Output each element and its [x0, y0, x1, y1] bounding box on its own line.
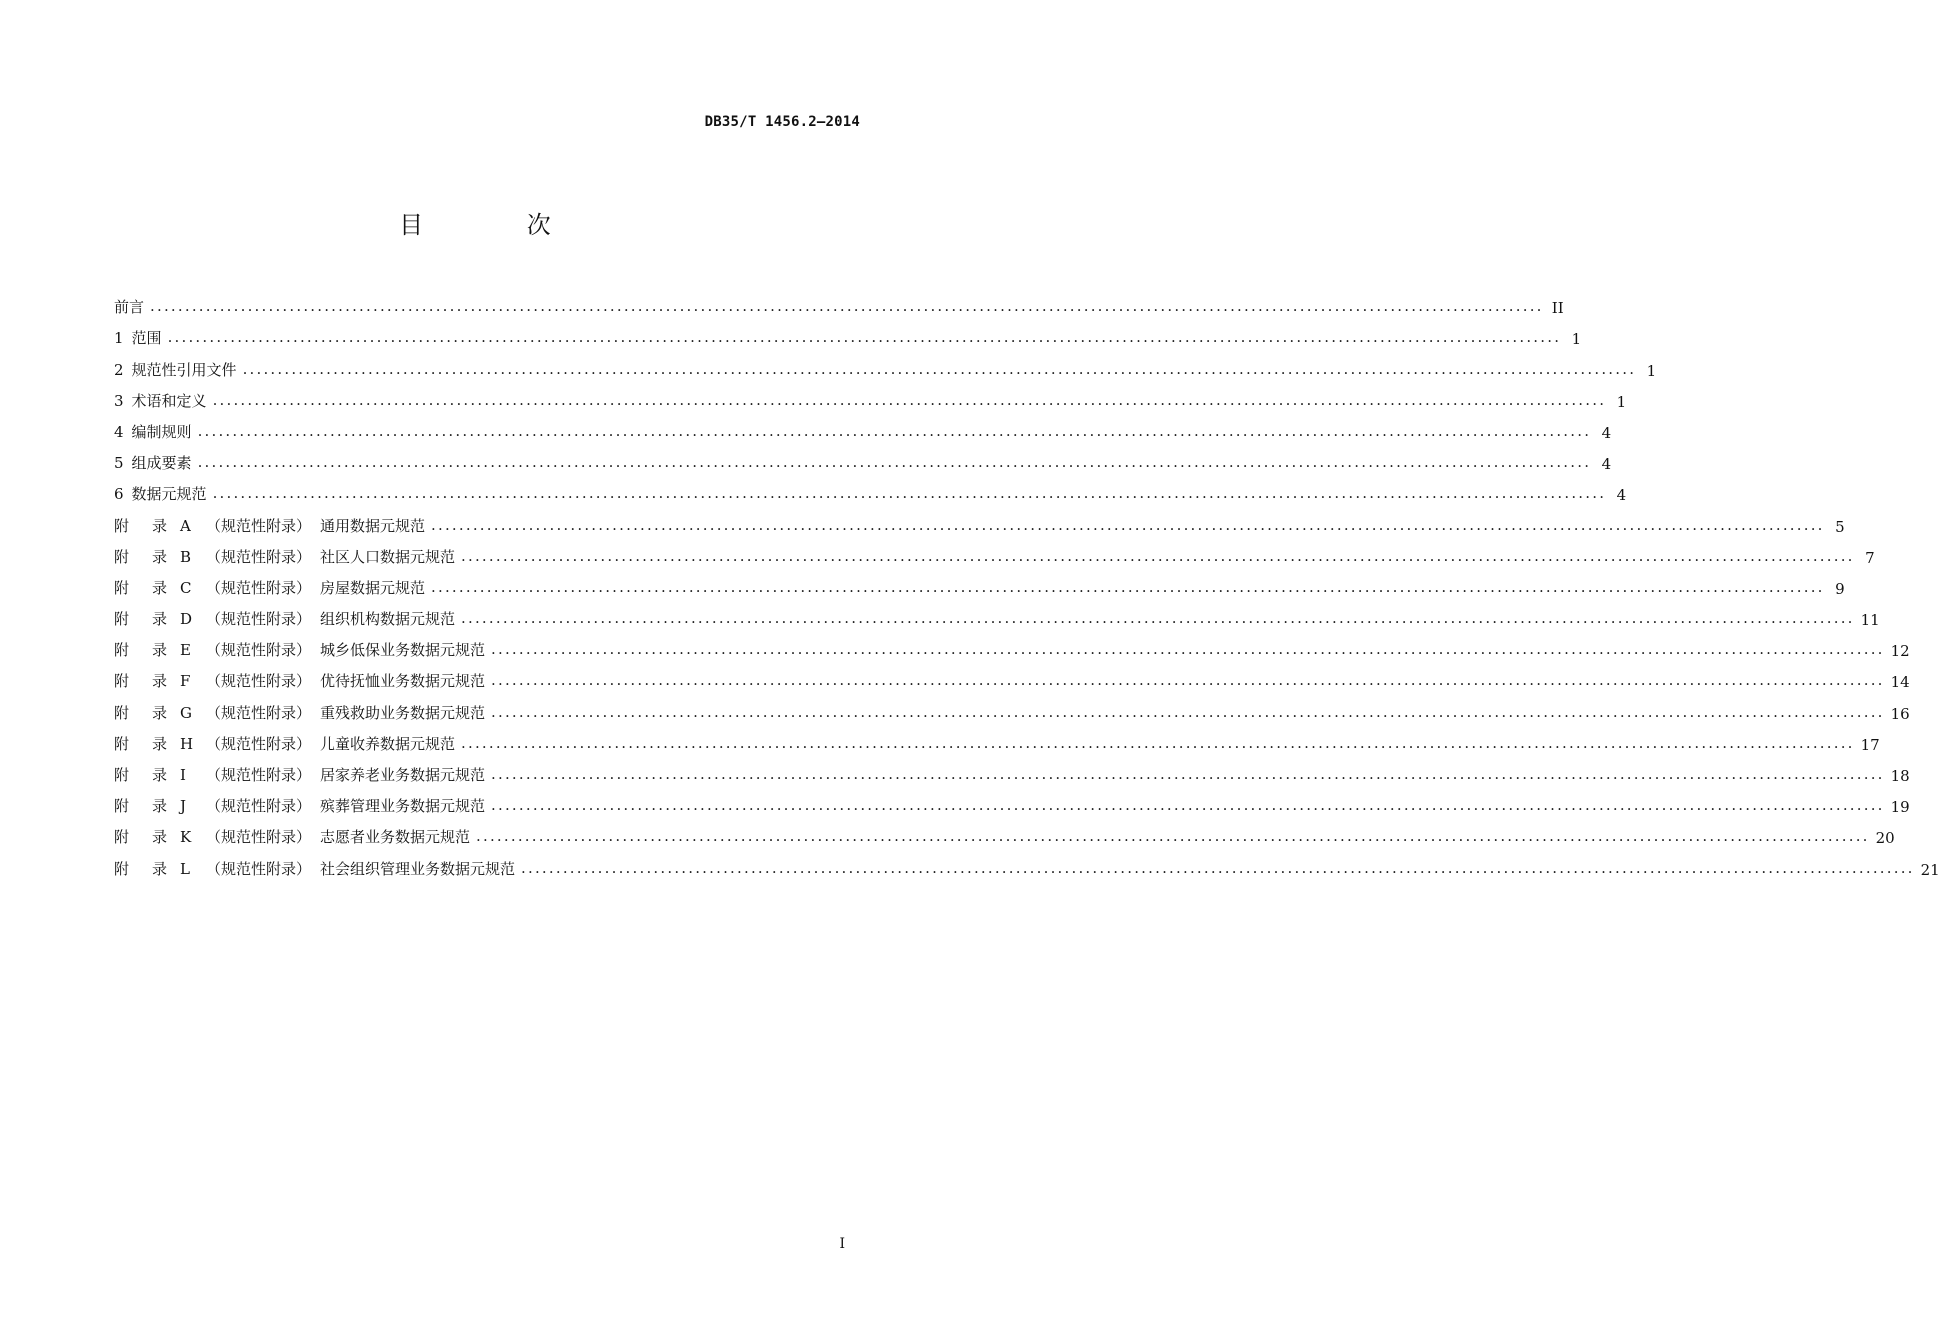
toc-entry-label: 6 数据元规范 [114, 485, 207, 504]
toc-appendix-entry[interactable] [114, 847, 1940, 879]
toc-entry-page: 1 [1616, 392, 1627, 411]
toc-entry-label: 2 规范性引用文件 [114, 360, 237, 379]
dot-leader: ........................................................................................................................................................................................................ [167, 328, 1562, 347]
toc-entry-page: 16 [1890, 704, 1910, 723]
dot-leader: ........................................................................................................................................................................................................ [491, 765, 1885, 783]
appendix-type: （规范性附录） [206, 766, 312, 784]
appendix-type: （规范性附录） [206, 734, 312, 753]
toc-entry-label: 附 录 I （规范性附录） 居家养老业务数据元规范 [114, 766, 486, 784]
dot-leader: ........................................................................................................................................................................................................ [197, 421, 1592, 440]
dot-leader: ........................................................................................................................................................................................................ [491, 671, 1885, 690]
appendix-type: （规范性附录） [206, 516, 312, 535]
dot-leader: ........................................................................................................................................................................................................ [212, 390, 1607, 409]
toc-entry-number: 6 [114, 485, 124, 504]
toc-entry[interactable] [114, 348, 1657, 380]
toc-entry-label: 附 录 H （规范性附录） 儿童收养数据元规范 [114, 734, 456, 753]
toc-entry-number: 4 [114, 422, 124, 441]
appendix-letter: B [180, 547, 192, 566]
dot-leader: ........................................................................................................................................................................................................ [491, 796, 1885, 815]
dot-leader: ........................................................................................................................................................................................................ [491, 702, 1885, 721]
toc-entry-label: 5 组成要素 [114, 454, 192, 473]
standard-code: DB35/T 1456.2—2014 [704, 114, 860, 130]
dot-leader: ........................................................................................................................................................................................................ [431, 515, 1825, 534]
toc-entry-label: 附 录 L （规范性附录） 社会组织管理业务数据元规范 [114, 859, 516, 878]
appendix-title: 优待抚恤业务数据元规范 [320, 672, 486, 691]
toc-entry-number: 5 [114, 454, 124, 473]
appendix-title: 组织机构数据元规范 [320, 610, 456, 629]
dot-leader: ........................................................................................................................................................................................................ [476, 827, 1870, 846]
dot-leader: ........................................................................................................................................................................................................ [242, 359, 1637, 378]
toc-entry-page: 7 [1865, 548, 1875, 567]
toc-entry-page: 18 [1890, 767, 1910, 785]
toc-entry[interactable] [114, 317, 1582, 349]
toc-appendix-entry[interactable] [114, 567, 1845, 598]
toc-entry-page: 1 [1571, 330, 1582, 349]
toc-entry-number: 2 [114, 360, 124, 379]
toc-entry[interactable] [114, 442, 1612, 474]
toc-entry-number: 3 [114, 391, 124, 410]
toc-entry-label: 4 编制规则 [114, 422, 192, 441]
toc-entry-page: 4 [1601, 423, 1612, 442]
dot-leader: ........................................................................................................................................................................................................ [431, 577, 1825, 596]
appendix-type: （规范性附录） [206, 578, 312, 597]
toc-entry-page: 21 [1920, 860, 1940, 879]
appendix-title: 儿童收养数据元规范 [320, 734, 456, 753]
toc-entry-page: 4 [1601, 455, 1612, 474]
page-title: 目 次 [399, 211, 599, 239]
appendix-title: 居家养老业务数据元规范 [320, 766, 486, 784]
appendix-type: （规范性附录） [206, 641, 312, 660]
appendix-letter: F [180, 672, 191, 691]
appendix-letter: L [180, 859, 190, 878]
toc-entry-page: 14 [1890, 673, 1910, 692]
toc-entry-page: 5 [1835, 517, 1845, 536]
appendix-letter: I [180, 766, 186, 784]
appendix-title: 重残救助业务数据元规范 [320, 703, 486, 722]
appendix-title: 城乡低保业务数据元规范 [320, 641, 486, 660]
toc-entry-label: 3 术语和定义 [114, 391, 207, 410]
toc-appendix-entry[interactable] [114, 816, 1895, 848]
toc-appendix-entry[interactable] [114, 504, 1845, 536]
toc-appendix-entry[interactable] [114, 660, 1910, 692]
toc-appendix-entry[interactable] [114, 785, 1910, 817]
appendix-letter: K [180, 828, 192, 847]
toc-entry-page: 1 [1646, 361, 1657, 380]
appendix-title: 房屋数据元规范 [320, 578, 426, 597]
toc-entry[interactable] [114, 380, 1627, 411]
appendix-letter: J [180, 797, 187, 816]
appendix-letter: C [180, 578, 192, 597]
toc-entry-label: 附 录 F （规范性附录） 优待抚恤业务数据元规范 [114, 672, 486, 691]
appendix-letter: A [180, 516, 191, 535]
toc-entry-label: 附 录 A （规范性附录） 通用数据元规范 [114, 516, 426, 535]
toc-entry-page: 12 [1890, 642, 1910, 661]
page-number: I [839, 1236, 845, 1252]
dot-leader: ........................................................................................................................................................................................................ [150, 297, 1544, 316]
toc-appendix-entry[interactable] [114, 536, 1875, 567]
appendix-letter: H [180, 734, 194, 753]
table-of-contents [114, 286, 1940, 879]
appendix-title: 社区人口数据元规范 [320, 547, 456, 566]
toc-entry-label: 附 录 D （规范性附录） 组织机构数据元规范 [114, 610, 456, 629]
toc-entry-label: 1 范围 [114, 329, 162, 348]
appendix-type: （规范性附录） [206, 859, 312, 878]
toc-entry-label: 附 录 G （规范性附录） 重残救助业务数据元规范 [114, 703, 486, 722]
toc-entry-page: 20 [1875, 829, 1895, 848]
toc-entry-page: 4 [1616, 486, 1627, 505]
appendix-type: （规范性附录） [206, 610, 312, 629]
appendix-type: （规范性附录） [206, 828, 312, 847]
toc-entry-label: 前言 [114, 298, 145, 317]
dot-leader: ........................................................................................................................................................................................................ [461, 609, 1855, 628]
appendix-type: （规范性附录） [206, 703, 312, 722]
toc-entry-label: 附 录 K （规范性附录） 志愿者业务数据元规范 [114, 828, 471, 847]
toc-entry-number: 1 [114, 329, 124, 348]
appendix-letter: D [180, 610, 193, 629]
appendix-type: （规范性附录） [206, 797, 312, 816]
toc-entry-page: 19 [1890, 798, 1910, 817]
toc-entry[interactable] [114, 411, 1612, 442]
appendix-title: 通用数据元规范 [320, 516, 426, 535]
toc-entry-page: 17 [1860, 735, 1880, 754]
toc-entry-label: 附 录 C （规范性附录） 房屋数据元规范 [114, 578, 426, 597]
toc-entry-page: II [1551, 299, 1564, 318]
appendix-title: 殡葬管理业务数据元规范 [320, 797, 486, 816]
appendix-letter: G [180, 703, 192, 722]
toc-appendix-entry[interactable] [114, 754, 1910, 785]
dot-leader: ........................................................................................................................................................................................................ [197, 453, 1592, 472]
toc-entry[interactable] [114, 286, 1564, 318]
appendix-title: 志愿者业务数据元规范 [320, 828, 471, 847]
toc-entry-label: 附 录 E （规范性附录） 城乡低保业务数据元规范 [114, 641, 486, 660]
dot-leader: ........................................................................................................................................................................................................ [491, 640, 1885, 659]
toc-appendix-entry[interactable] [114, 691, 1910, 723]
toc-appendix-entry[interactable] [114, 723, 1880, 754]
dot-leader: ........................................................................................................................................................................................................ [212, 484, 1607, 503]
appendix-letter: E [180, 641, 191, 660]
appendix-type: （规范性附录） [206, 547, 312, 566]
toc-appendix-entry[interactable] [114, 598, 1880, 630]
toc-entry-page: 11 [1860, 611, 1880, 630]
appendix-type: （规范性附录） [206, 672, 312, 691]
toc-entry-label: 附 录 J （规范性附录） 殡葬管理业务数据元规范 [114, 797, 486, 816]
appendix-title: 社会组织管理业务数据元规范 [320, 859, 516, 878]
toc-appendix-entry[interactable] [114, 629, 1910, 661]
dot-leader: ........................................................................................................................................................................................................ [461, 733, 1855, 752]
dot-leader: ........................................................................................................................................................................................................ [461, 546, 1855, 565]
toc-entry-label: 附 录 B （规范性附录） 社区人口数据元规范 [114, 547, 456, 566]
toc-entry-page: 9 [1835, 579, 1845, 598]
dot-leader: ........................................................................................................................................................................................................ [521, 858, 1915, 877]
toc-entry[interactable] [114, 473, 1627, 505]
